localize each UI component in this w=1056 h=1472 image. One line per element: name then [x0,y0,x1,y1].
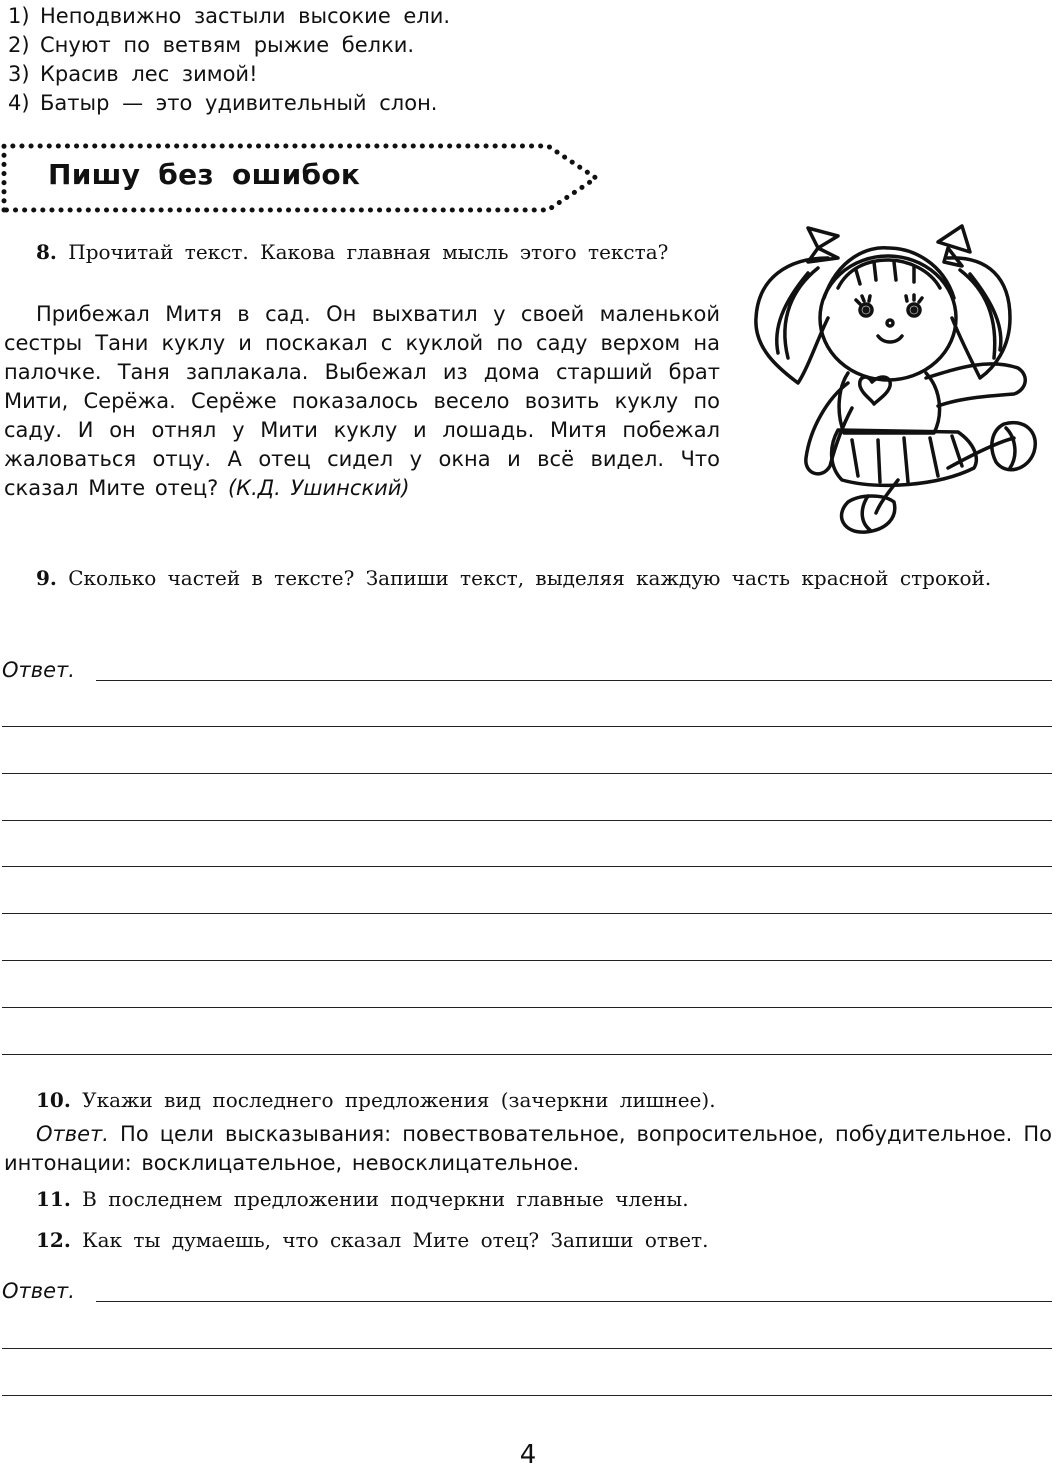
answer-line[interactable] [2,773,1052,774]
task-text: Сколько частей в тексте? Запиши текст, выделяя каждую часть красной строкой. [68,566,992,590]
sentence-list [8,2,768,118]
answer-label: Ответ. [2,1279,75,1303]
task-10 [4,1086,1052,1114]
reading-body: Прибежал Митя в сад. Он выхватил у своей маленькой сестры Тани куклу и поскакал с куклой по саду верхом на палочке. Таня заплакала. Выбежал из дома старший брат Мити, Серёжа. Серёже показалось весело возить куклу по саду. И он отнял у Мити куклу и лошадь. Митя побежал жаловаться отцу. А отец сидел у окна и всё видел. Что сказал Мите отец? [4,302,720,500]
list-item: 3) Красив лес зимой! [8,62,258,86]
answer-line[interactable] [2,866,1052,867]
answer-line[interactable] [2,726,1052,727]
answer-line[interactable] [96,1301,1052,1302]
answer-label: Ответ. [36,1122,109,1146]
task-number: 12. [36,1228,71,1252]
answer-line[interactable] [2,913,1052,914]
section-title: Пишу без ошибок [48,158,361,191]
task-number: 8. [36,240,57,264]
task-text: Как ты думаешь, что сказал Мите отец? Запиши ответ. [82,1228,709,1252]
reading-author: (К.Д. Ушинский) [227,476,410,500]
list-item: 1) Неподвижно застыли высокие ели. [8,4,451,28]
answer-line[interactable] [2,1348,1052,1349]
task-text: Прочитай текст. Какова главная мысль этого текста? [68,240,669,264]
task-text: Укажи вид последнего предложения (зачеркни лишнее). [82,1088,716,1112]
task-9 [4,564,1052,592]
task-number: 9. [36,566,57,590]
task-10-answer [4,1120,1052,1178]
answer-line[interactable] [2,820,1052,821]
task-text: В последнем предложении подчеркни главные члены. [82,1187,689,1211]
task-number: 11. [36,1187,71,1211]
task-12 [4,1226,1052,1254]
page-number: 4 [519,1440,537,1470]
answer-line[interactable] [2,1007,1052,1008]
list-item: 2) Снуют по ветвям рыжие белки. [8,33,415,57]
task-number: 10. [36,1088,71,1112]
reading-text [4,300,720,503]
task-11 [4,1185,1052,1213]
doll-illustration [748,218,1038,538]
answer-line[interactable] [2,1395,1052,1396]
answer-line[interactable] [2,960,1052,961]
list-item: 4) Батыр — это удивительный слон. [8,91,438,115]
answer-options[interactable]: По цели высказывания: повествовательное, вопросительное, побудительное. По интонации: восклицательное, невосклицательное. [4,1122,1052,1175]
answer-line[interactable] [2,1054,1052,1055]
answer-label: Ответ. [2,658,75,682]
answer-line[interactable] [96,680,1052,681]
task-8 [4,238,720,266]
